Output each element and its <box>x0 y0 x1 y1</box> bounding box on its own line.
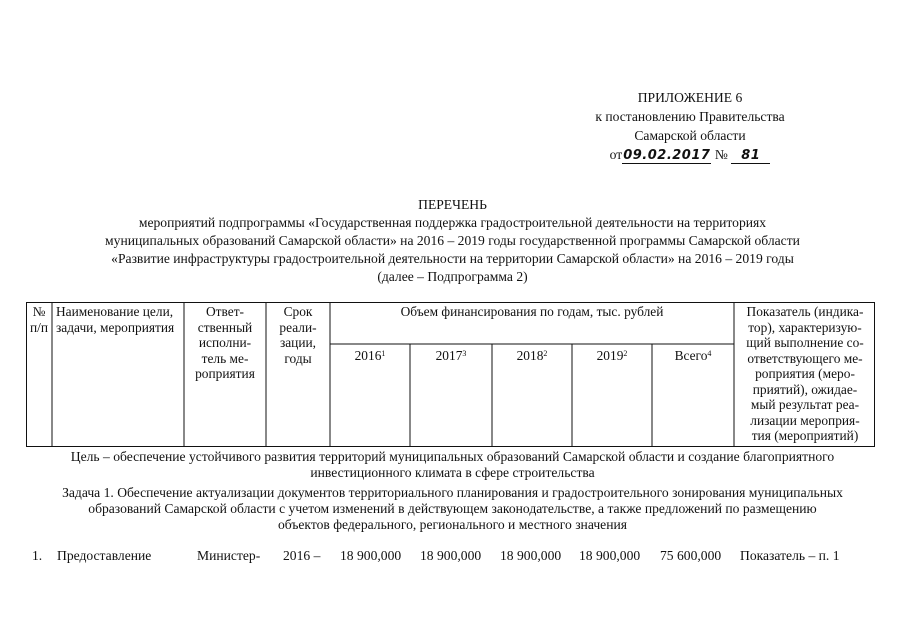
table-header <box>26 302 876 448</box>
header-term: Срок реали- зации, годы <box>279 304 317 366</box>
goal-text <box>0 449 905 481</box>
task-line-1: Задача 1. Обеспечение актуализации документов территориального планирования и градостроительного зонирования муниципальных <box>62 485 843 500</box>
appendix-resolution: к постановлению Правительства <box>595 109 785 124</box>
header-year-2018: 2018$^2$ <box>516 348 548 363</box>
appendix-date-number <box>560 145 820 165</box>
appendix-region: Самарской области <box>634 128 746 143</box>
row-indicator: Показатель – п. 1 <box>740 548 840 563</box>
header-num: № п/п <box>29 304 49 335</box>
title-heading: ПЕРЕЧЕНЬ <box>418 197 487 212</box>
row-value-2017: 18 900,000 <box>420 548 482 563</box>
task-line-3: объектов федерального, регионального и местного значения <box>277 517 627 532</box>
document-title <box>0 196 905 286</box>
appendix-number: ПРИЛОЖЕНИЕ 6 <box>637 90 743 105</box>
row-num: 1. <box>32 548 43 563</box>
row-executor: Министер- <box>197 548 261 563</box>
title-line-3: «Развитие инфраструктуры градостроительной деятельности на территории Самарской области» на 2016 – 2019 годы <box>111 251 794 266</box>
task-text <box>0 485 905 533</box>
row-value-2016: 18 900,000 <box>340 548 402 563</box>
row-term: 2016 – <box>283 548 321 563</box>
header-year-2017: 2017$^3$ <box>435 348 467 363</box>
header-funding: Объем финансирования по годам, тыс. рублей <box>400 304 664 319</box>
row-value-2018: 18 900,000 <box>500 548 562 563</box>
row-value-total: 75 600,000 <box>660 548 722 563</box>
title-line-4: (далее – Подпрограмма 2) <box>377 269 528 284</box>
goal-line-1: Цель – обеспечение устойчивого развития территорий муниципальных образований Самарской области и создание благоприятного <box>70 449 835 464</box>
row-value-2019: 18 900,000 <box>579 548 641 563</box>
goal-line-2: инвестиционного климата в сфере строительства <box>310 465 595 480</box>
header-name: Наименование цели, задачи, мероприятия <box>56 304 175 335</box>
handwritten-date: 09.02.2017 <box>623 148 711 163</box>
header-indicator: Показатель (индика- тор), характеризую- щий выполнение со- ответствующего ме- роприятия (меро- приятий), ожидае- мый результат реа- лизации мероприя- тия (мероприятий) <box>746 304 864 443</box>
title-line-2: муниципальных образований Самарской области» на 2016 – 2019 годы государственной программы Самарской области <box>105 233 800 248</box>
header-executor: Ответ- ственный исполни- тель ме- роприятия <box>195 304 255 381</box>
title-line-1: мероприятий подпрограммы «Государственная поддержка градостроительной деятельности на территориях <box>138 215 767 230</box>
row-name: Предоставление <box>57 548 152 563</box>
header-year-2019: 2019$^2$ <box>596 348 628 363</box>
handwritten-number: 81 <box>731 148 770 164</box>
from-label: от <box>609 147 623 162</box>
task-line-2: образований Самарской области с учетом изменений в действующем законодательстве, а также предложений по размещению <box>88 501 817 516</box>
appendix-block <box>560 88 820 165</box>
header-total: Всего$^4$ <box>674 348 712 363</box>
header-year-2016: 2016$^1$ <box>354 348 386 363</box>
number-label: № <box>714 147 728 162</box>
